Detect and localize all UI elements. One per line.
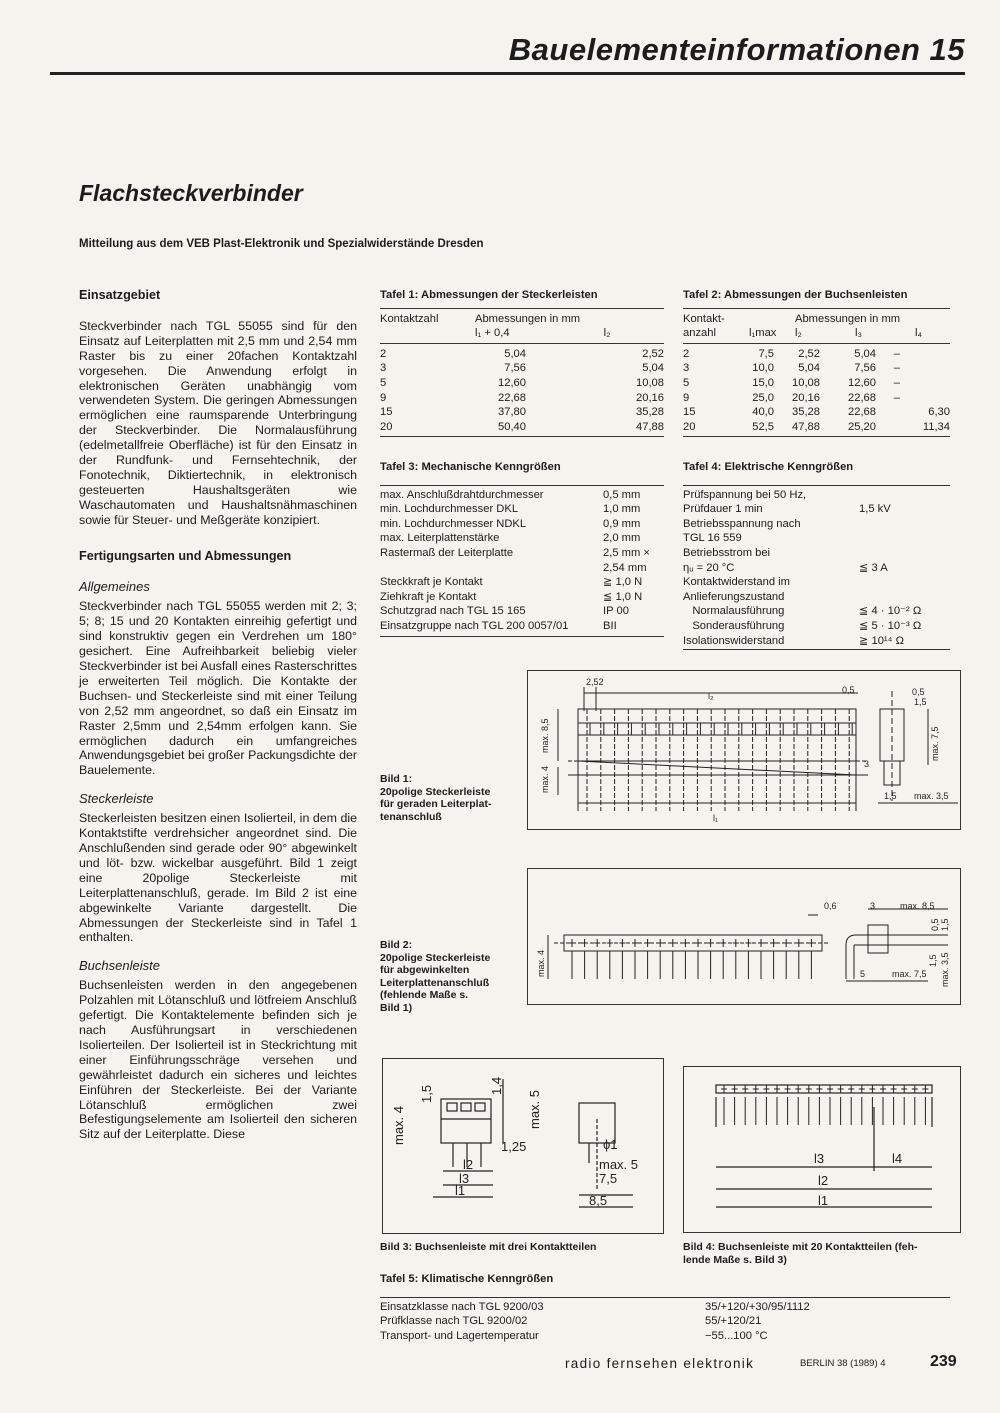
bild-2-05-label: 0,5 — [930, 918, 940, 931]
socket-body — [716, 1085, 932, 1093]
tafel-2-top-rule — [683, 308, 950, 309]
text-allgemeines: Steckverbinder nach TGL 55055 werden mit 2; 3; 5; 8; 15 und 20 Kontakten einreihig gefertigt und sind konstruktiv gegen ein Verdrehen um 180° gesichert. Eine Aufreihbarkeit beliebig vieler Steckverbinder ist bei Ausfall eines Rasterschrittes je erweiterten Teil möglich. Die Kontakte der Buchsen- und Steckerleiste sind mit einer Teilung von 2,52 mm angeordnet, so daß ein Einsatz im Raster 2,5mm und 2,54mm erfolgen kann. Sie ermöglichen dadurch ein umfangreiches Anwendungsgebiet bei großer Packungsdichte der Bauelemente. — [79, 599, 357, 778]
tafel-1 — [380, 288, 664, 437]
table-row: Einsatzgruppe nach TGL 200 0057/01 BII — [380, 619, 617, 632]
left-column — [79, 288, 357, 1142]
table-row: 20 52,5 47,88 25,20 11,34 — [683, 420, 950, 433]
bild-2-max4-label: max. 4 — [536, 949, 546, 977]
bild-2-15b-label: 1,5 — [928, 954, 938, 967]
bild-3-15-label: 1,5 — [419, 1084, 434, 1103]
table-row: Isolationswiderstand ≧ 10¹⁴ Ω — [683, 634, 904, 647]
tafel-1-bottom-rule — [380, 436, 664, 437]
table-row: 20 50,40 47,88 — [380, 420, 664, 433]
bild-1-max75-label: max. 7,5 — [930, 726, 940, 761]
table-row: Prüfspannung bei 50 Hz, — [683, 488, 807, 501]
bild-1-15-label: 1,5 — [914, 697, 927, 707]
table-row: 3 10,0 5,04 7,56 – — [683, 362, 900, 375]
tafel-2 — [683, 288, 950, 437]
tafel-1-col-l2: l₂ — [603, 327, 611, 340]
page-number: 239 — [930, 1353, 957, 1370]
tafel-5-body — [380, 1300, 950, 1344]
table-row: ηᵤ = 20 °C ≦ 3 A — [683, 561, 888, 574]
bild-3-125-label: 1,25 — [501, 1139, 527, 1154]
bild-4-l3-label: l3 — [814, 1151, 825, 1166]
table-row: max. Leiterplattenstärke 2,0 mm — [380, 532, 641, 545]
bild-3-l1-label: l1 — [455, 1183, 466, 1198]
table-row: 2,54 mm — [603, 561, 647, 574]
bild-1-caption: Bild 1: 20polige Steckerleiste für geraden Leiterplat- tenanschluß — [380, 773, 492, 823]
table-row: 2 5,04 2,52 — [380, 347, 664, 360]
bild-1-l2-label: l₂ — [708, 691, 714, 701]
tafel-4-title: Tafel 4: Elektrische Kenngrößen — [683, 461, 854, 473]
bild-2-5-label: 5 — [860, 969, 866, 979]
table-row: Prüfdauer 1 min 1,5 kV — [683, 503, 891, 516]
bild-4-drawing — [683, 1066, 961, 1233]
tafel-1-table — [380, 312, 664, 341]
bild-3-l3-label: l3 — [459, 1171, 470, 1186]
bild-3-max5b-label: max. 5 — [599, 1157, 639, 1172]
bild-4-l2-label: l2 — [818, 1173, 829, 1188]
bild-2-drawing — [527, 868, 961, 1005]
tafel-3-title: Tafel 3: Mechanische Kenngrößen — [380, 461, 561, 473]
journal-name: radio fernsehen elektronik — [565, 1356, 755, 1371]
bild-3-max4-label: max. 4 — [391, 1105, 406, 1145]
table-row: Kontaktwiderstand im — [683, 576, 790, 589]
tafel-4-body — [683, 488, 950, 649]
tafel-2-table — [683, 312, 950, 327]
tafel-1-col-l1: l₁ + 0,4 — [475, 327, 510, 340]
bild-1-3-label: 3 — [864, 759, 870, 769]
bild-1-max35-label: max. 3,5 — [914, 791, 949, 801]
tafel-3-body — [380, 488, 664, 634]
tafel-2-bottom-rule — [683, 436, 950, 437]
bild-1-drawing — [527, 670, 961, 830]
bild-1-max85-label: max. 8,5 — [540, 718, 550, 753]
bild-3-max5-label: max. 5 — [527, 1089, 542, 1129]
bild-3-l2-label: l2 — [463, 1157, 474, 1172]
tafel-4 — [683, 460, 950, 650]
table-row: 2 7,5 2,52 5,04 – — [683, 347, 900, 360]
table-row: Ziehkraft je Kontakt ≦ 1,0 N — [380, 590, 643, 603]
table-row: Schutzgrad nach TGL 15 165 IP 00 — [380, 605, 629, 618]
table-row: Anlieferungszustand — [683, 590, 785, 603]
bild-3-drawing — [382, 1058, 664, 1234]
bild-1-pitch-label: 2,52 — [586, 677, 604, 687]
journal-section-title: Bauelementeinformationen 15 — [508, 32, 965, 67]
tafel-5-top-rule — [380, 1297, 950, 1298]
table-row: Prüfklasse nach TGL 9200/02 55/+120/21 — [380, 1315, 762, 1328]
tafel-1-col-abmessungen: Abmessungen in mm — [475, 312, 581, 325]
bild-4-caption: Bild 4: Buchsenleiste mit 20 Kontaktteilen (feh- lende Maße s. Bild 3) — [683, 1241, 918, 1266]
table-row: Betriebsstrom bei — [683, 546, 771, 559]
heading-buchsenleiste: Buchsenleiste — [79, 958, 160, 974]
tafel-2-col-kontakt: Kontakt- — [683, 312, 725, 325]
table-row: 15 40,0 35,28 22,68 6,30 — [683, 406, 950, 419]
bild-3-85-label: 8,5 — [589, 1193, 608, 1208]
bild-2-15-label: 1,5 — [940, 918, 950, 931]
text-einsatzgebiet: Steckverbinder nach TGL 55055 sind für den Einsatz auf Leiterplatten mit 2,5 mm und 2,54 mm Raster bis zu einer 20fachen Kontaktzahl vorgesehen. Die Anwendung erfolgt in elektronischen Geräten unabhängig vom verwendeten System. Die geringen Abmessungen ermöglichen eine raumsparende Unterbringung der Steckverbinder. Die Normalausführung (edelmetallfreie Oberfläche) ist für den Einsatz in der Rundfunk- und Fernsehtechnik, der Fonotechnik, Diktiertechnik, in elektronisch gesteuerten Haushaltsgeräten wie Waschautomaten und Haushaltsnähmaschinen sowie für Steuer- und Meßgeräte konzipiert. — [79, 318, 357, 527]
bild-3-phi1-label: ϕ1 — [603, 1137, 618, 1152]
table-row: Normalausführung ≦ 4 · 10⁻² Ω — [683, 605, 922, 618]
tafel-3-top-rule — [380, 485, 664, 486]
table-row: 15 37,80 35,28 — [380, 406, 664, 419]
tafel-1-top-rule — [380, 308, 664, 309]
bild-3-14-label: 1,4 — [489, 1076, 504, 1095]
tafel-4-top-rule — [683, 485, 950, 486]
table-row: Einsatzklasse nach TGL 9200/03 35/+120/+30/95/1112 — [380, 1300, 810, 1313]
header-rule — [50, 72, 965, 75]
tafel-1-col-kontaktzahl: Kontaktzahl — [380, 312, 439, 325]
tafel-1-title: Tafel 1: Abmessungen der Steckerleisten — [380, 289, 598, 301]
bild-4-l4-label: l4 — [892, 1151, 903, 1166]
table-row: max. Anschlußdrahtdurchmesser 0,5 mm — [380, 488, 641, 501]
bild-3-caption: Bild 3: Buchsenleiste mit drei Kontaktteilen — [380, 1241, 597, 1253]
tafel-4-bottom-rule — [683, 649, 950, 650]
bild-1-max4-label: max. 4 — [540, 765, 550, 793]
tafel-2-header-rule — [683, 343, 950, 344]
table-row: Transport- und Lagertemperatur −55...100 °C — [380, 1329, 768, 1342]
bild-1-l1-label: l₁ — [713, 813, 719, 823]
bild-2-caption: Bild 2: 20polige Steckerleiste für abgewinkelten Leiterplattenanschluß (fehlende Maße s. Bild 1) — [380, 939, 491, 1014]
bild-4-l1-label: l1 — [818, 1193, 829, 1208]
table-row: Betriebsspannung nach — [683, 517, 801, 530]
table-row: Rastermaß der Leiterplatte 2,5 mm × — [380, 546, 650, 559]
bild-2-max75-label: max. 7,5 — [892, 969, 927, 979]
bild-2-max85-label: max. 8,5 — [900, 901, 935, 911]
bild-2-3-label: 3 — [870, 901, 876, 911]
tafel-3-bottom-rule — [380, 636, 664, 637]
tafel-5-title: Tafel 5: Klimatische Kenngrößen — [380, 1273, 554, 1285]
tafel-2-col-abmessungen: Abmessungen in mm — [795, 312, 901, 325]
table-row: 9 25,0 20,16 22,68 – — [683, 391, 900, 404]
article-title: Flachsteckverbinder — [79, 180, 303, 206]
tafel-1-body — [380, 347, 664, 435]
tafel-5 — [380, 1272, 950, 1343]
tafel-2-title: Tafel 2: Abmessungen der Buchsenleisten — [683, 289, 908, 301]
heading-allgemeines: Allgemeines — [79, 578, 150, 594]
text-buchsenleiste: Buchsenleisten werden in den angegebenen Polzahlen mit Lötanschluß und lötfreiem Anschluß gefertigt. Die Kontaktelemente befinden sich je nach Ausführungsart in verschiedenen Isolierteilen. Der Isolierteil ist in Steckrichtung mit einer Einführungsschräge versehen und gewährleistet dadurch ein sicheres und leichtes Einführen der Steckerleiste. Bei der Variante Lötanschluß ermöglichen zwei Befestigungselemente am Isolierteil den sicheren Sitz auf der Leiterplatte. Diese — [79, 978, 357, 1142]
bild-3-75-label: 7,5 — [599, 1171, 618, 1186]
table-row: 3 7,56 5,04 — [380, 362, 664, 375]
table-row: min. Lochdurchmesser DKL 1,0 mm — [380, 503, 641, 516]
table-row: Sonderausführung ≦ 5 · 10⁻³ Ω — [683, 619, 922, 632]
socket-body — [441, 1099, 491, 1143]
bild-1-05-label: 0,5 — [842, 685, 855, 695]
bild-1-05b-label: 0,5 — [912, 687, 925, 697]
table-row: Steckkraft je Kontakt ≧ 1,0 N — [380, 576, 643, 589]
heading-steckerleiste: Steckerleiste — [79, 791, 154, 807]
bild-2-06-label: 0,6 — [824, 901, 837, 911]
tafel-2-body — [683, 347, 950, 435]
heading-einsatzgebiet: Einsatzgebiet — [79, 288, 161, 302]
text-steckerleiste: Steckerleisten besitzen einen Isolierteil, in dem die Kontaktstifte verdrehsicher angeordnet sind. Die Anschlußenden sind gerade oder 90° abgewinkelt und löt- bzw. wickelbar ausgeführt. Bild 1 zeigt eine 20polige Steckerleiste mit Leiterplattenanschluß, gerade. Im Bild 2 ist eine abgewinkelte Variante dargestellt. Die Abmessungen der Steckerleiste sind in Tafel 1 enthalten. — [79, 811, 357, 945]
bild-1-15b-label: 1,5 — [884, 791, 897, 801]
bild-2-max35-label: max. 3,5 — [940, 952, 950, 987]
tafel-3 — [380, 460, 664, 637]
table-row: min. Lochdurchmesser NDKL 0,9 mm — [380, 517, 641, 530]
journal-issue: BERLIN 38 (1989) 4 — [800, 1358, 886, 1369]
heading-fertigungsarten: Fertigungsarten und Abmessungen — [79, 548, 292, 563]
table-row: 9 22,68 20,16 — [380, 391, 664, 404]
article-subtitle: Mitteilung aus dem VEB Plast-Elektronik und Spezialwiderstände Dresden — [79, 238, 484, 250]
table-row: TGL 16 559 — [683, 532, 742, 545]
table-row: 5 15,0 10,08 12,60 – — [683, 376, 900, 389]
tafel-1-header-rule — [380, 343, 664, 344]
table-row: 5 12,60 10,08 — [380, 376, 664, 389]
tafel-2-subheader: anzahl l₁max l₂ l₃ l₄ — [683, 327, 923, 340]
